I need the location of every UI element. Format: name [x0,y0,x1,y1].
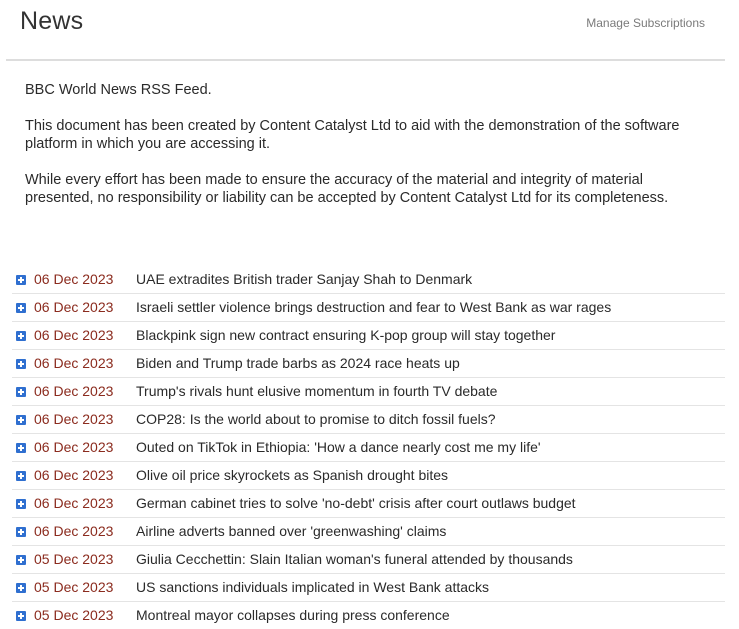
news-date: 06 Dec 2023 [34,495,114,511]
news-headline-link[interactable]: Trump's rivals hunt elusive momentum in fourth TV debate [136,383,498,399]
news-headline-link[interactable]: Outed on TikTok in Ethiopia: 'How a dance nearly cost me my life' [136,439,541,455]
news-date: 06 Dec 2023 [34,271,114,287]
news-item[interactable] [12,294,725,322]
page-title: News [20,7,84,35]
expand-plus-icon[interactable] [16,471,26,481]
news-headline-link[interactable]: Airline adverts banned over 'greenwashing' claims [136,523,447,539]
expand-plus-icon[interactable] [16,331,26,341]
news-item[interactable] [12,462,725,490]
news-date: 06 Dec 2023 [34,299,114,315]
news-item[interactable] [12,574,725,602]
news-item[interactable] [12,518,725,546]
expand-plus-icon[interactable] [16,415,26,425]
news-headline-link[interactable]: Montreal mayor collapses during press conference [136,607,450,623]
news-item[interactable] [12,406,725,434]
news-item[interactable] [12,602,725,629]
news-item[interactable] [12,378,725,406]
liability-text: While every effort has been made to ensure the accuracy of the material and integrity of material presented, no responsibility or liability can be accepted by Content Catalyst Ltd for its completeness. [25,172,669,206]
news-item[interactable] [12,322,725,350]
expand-plus-icon[interactable] [16,555,26,565]
news-list [12,266,725,629]
news-date: 06 Dec 2023 [34,327,114,343]
expand-plus-icon[interactable] [16,527,26,537]
expand-plus-icon[interactable] [16,303,26,313]
news-item[interactable] [12,350,725,378]
news-headline-link[interactable]: Blackpink sign new contract ensuring K-pop group will stay together [136,327,556,343]
news-date: 05 Dec 2023 [34,607,114,623]
page-header [0,0,739,60]
manage-subscriptions-link[interactable]: Manage Subscriptions [586,16,705,30]
news-headline-link[interactable]: Israeli settler violence brings destruction and fear to West Bank as war rages [136,299,612,315]
news-item[interactable] [12,490,725,518]
news-headline-link[interactable]: UAE extradites British trader Sanjay Shah to Denmark [136,271,473,287]
news-date: 06 Dec 2023 [34,439,114,455]
news-headline-link[interactable]: German cabinet tries to solve 'no-debt' crisis after court outlaws budget [136,495,576,511]
news-date: 06 Dec 2023 [34,355,114,371]
news-headline-link[interactable]: US sanctions individuals implicated in West Bank attacks [136,579,490,595]
news-headline-link[interactable]: COP28: Is the world about to promise to ditch fossil fuels? [136,411,496,427]
header-divider [6,59,725,61]
news-date: 06 Dec 2023 [34,411,114,427]
news-item[interactable] [12,266,725,294]
news-date: 06 Dec 2023 [34,467,114,483]
expand-plus-icon[interactable] [16,443,26,453]
news-headline-link[interactable]: Giulia Cecchettin: Slain Italian woman's funeral attended by thousands [136,551,573,567]
news-date: 06 Dec 2023 [34,383,114,399]
expand-plus-icon[interactable] [16,387,26,397]
expand-plus-icon[interactable] [16,499,26,509]
expand-plus-icon[interactable] [16,359,26,369]
news-headline-link[interactable]: Olive oil price skyrockets as Spanish drought bites [136,467,449,483]
expand-plus-icon[interactable] [16,275,26,285]
disclaimer-text: This document has been created by Content Catalyst Ltd to aid with the demonstration of the software platform in which you are accessing it. [25,118,680,152]
feed-title-text: BBC World News RSS Feed. [25,82,212,98]
expand-plus-icon[interactable] [16,611,26,621]
feed-description [25,81,705,225]
news-date: 05 Dec 2023 [34,551,114,567]
news-headline-link[interactable]: Biden and Trump trade barbs as 2024 race heats up [136,355,460,371]
news-date: 06 Dec 2023 [34,523,114,539]
news-date: 05 Dec 2023 [34,579,114,595]
news-item[interactable] [12,434,725,462]
news-item[interactable] [12,546,725,574]
expand-plus-icon[interactable] [16,583,26,593]
